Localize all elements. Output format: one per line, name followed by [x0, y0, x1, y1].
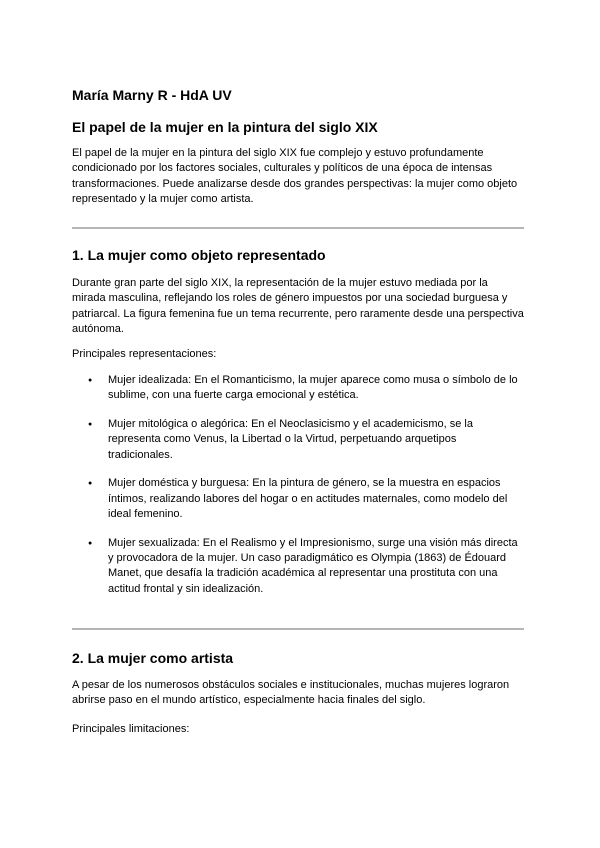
list-item: ● Mujer idealizada: En el Romanticismo, la mujer aparece como musa o símbolo de lo sublime, con una fuerte carga emocional y estética.	[72, 373, 524, 404]
author-line: María Marny R - HdA UV	[72, 87, 232, 103]
representations-list	[72, 373, 524, 597]
list-item: ● Mujer sexualizada: En el Realismo y el Impresionismo, surge una visión más directa y provocadora de la mujer. Un caso paradigmático es Olympia (1863) de Édouard Manet, que desafía la tradición académica al representar una prostituta con una actitud frontal y sin idealización.	[72, 536, 524, 597]
list-item: ● Mujer doméstica y burguesa: En la pintura de género, se la muestra en espacios íntimos, realizando labores del hogar o en actitudes maternales, como modelo del ideal femenino.	[72, 476, 524, 522]
intro-paragraph: El papel de la mujer en la pintura del siglo XIX fue complejo y estuvo profundamente condicionado por los factores sociales, culturales y políticos de una época de intensas transformaciones. Puede analizarse desde dos grandes perspectivas: la mujer como objeto representado y la mujer como artista.	[72, 147, 518, 205]
list-item: ● Mujer mitológica o alegórica: En el Neoclasicismo y el academicismo, se la representa como Venus, la Libertad o la Virtud, perpetuando arquetipos tradicionales.	[72, 417, 524, 463]
divider	[72, 227, 524, 229]
section1-heading: 1. La mujer como objeto representado	[72, 247, 326, 263]
document-title: El papel de la mujer en la pintura del siglo XIX	[72, 119, 378, 135]
section1-list-label: Principales representaciones:	[72, 348, 217, 360]
section2-heading: 2. La mujer como artista	[72, 650, 234, 666]
section2-list-label: Principales limitaciones:	[72, 723, 190, 735]
section1-paragraph: Durante gran parte del siglo XIX, la representación de la mujer estuvo mediada por la mirada masculina, reflejando los roles de género impuestos por una sociedad burguesa y patriarcal. La figura femenina fue un tema recurrente, pero raramente desde una perspectiva autónoma.	[72, 277, 524, 335]
section2-paragraph: A pesar de los numerosos obstáculos sociales e institucionales, muchas mujeres lograron abrirse paso en el mundo artístico, especialmente hacia finales del siglo.	[72, 679, 510, 707]
divider	[72, 628, 524, 630]
